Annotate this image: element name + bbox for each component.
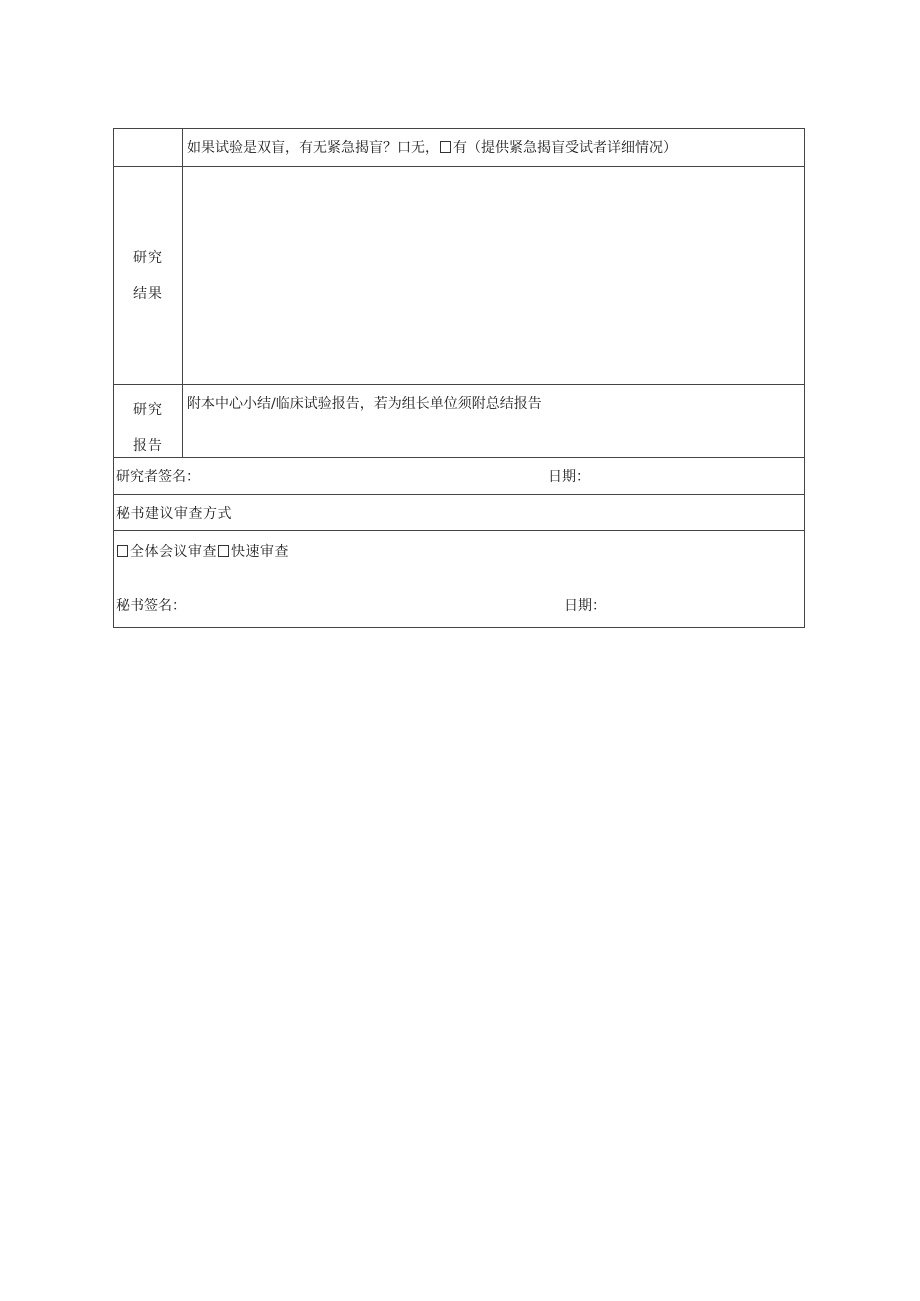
- study-report-label-line2: 报告: [133, 438, 163, 454]
- option-none-mark: 口: [397, 140, 411, 156]
- review-type-row: [114, 531, 804, 627]
- full-meeting-review-label: 全体会议审查: [130, 544, 217, 560]
- study-results-label: [114, 167, 183, 384]
- fast-review-label: 快速审查: [231, 544, 289, 560]
- unblinding-content-cell: [183, 129, 804, 166]
- study-results-label-line2: 结果: [133, 285, 163, 302]
- secretary-signature-line: [114, 595, 804, 615]
- full-meeting-review-checkbox[interactable]: [117, 545, 128, 557]
- secretary-method-label: 秘书建议审查方式: [116, 505, 232, 522]
- option-yes-label: 有（提供紧急揭盲受试者详细情况）: [453, 140, 677, 156]
- secretary-date-label: 日期：: [564, 598, 606, 614]
- study-report-label: [114, 385, 183, 457]
- investigator-signature-row: [114, 458, 804, 495]
- report-form-table: [113, 128, 805, 628]
- study-results-label-line1: 研究: [133, 249, 163, 266]
- investigator-signature-label: 研究者签名：: [116, 469, 200, 485]
- study-report-label-line1: 研究: [133, 402, 163, 418]
- review-options: [114, 531, 804, 561]
- investigator-date-label: 日期：: [548, 469, 590, 485]
- unblinding-label-cell: [114, 129, 183, 166]
- secretary-signature-label: 秘书签名：: [116, 598, 186, 614]
- study-results-row: [114, 167, 804, 385]
- study-report-content: 附本中心小结/临床试验报告，若为组长单位须附总结报告: [187, 396, 542, 412]
- option-yes-checkbox[interactable]: [440, 141, 451, 153]
- unblinding-row: [114, 129, 804, 167]
- unblinding-question: 如果试验是双盲，有无紧急揭盲？: [187, 140, 397, 156]
- option-none-label: 无，: [411, 140, 439, 156]
- secretary-method-row: [114, 495, 804, 531]
- study-results-field[interactable]: [183, 167, 804, 384]
- fast-review-checkbox[interactable]: [218, 545, 229, 557]
- study-report-row: [114, 385, 804, 458]
